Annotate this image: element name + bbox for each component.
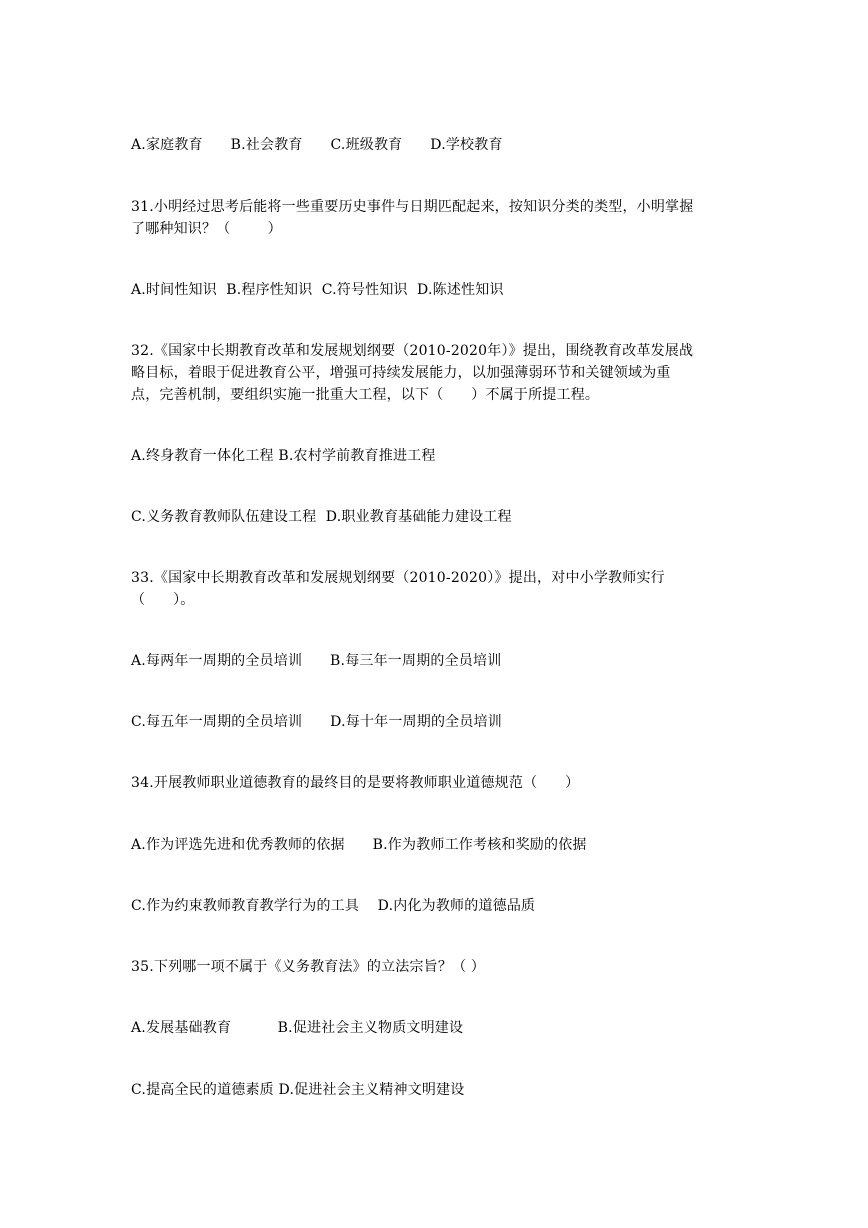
q32-stem-line3: 点，完善机制，要组织实施一批重大工程，以下（ ）不属于所提工程。 — [131, 387, 600, 403]
q33-options-ab: A.每两年一周期的全员培训 B.每三年一周期的全员培训 — [131, 653, 502, 669]
q32-stem-line2: 略目标，着眼于促进教育公平，增强可持续发展能力，以加强薄弱环节和关键领域为重 — [131, 365, 671, 381]
q35-options-ab: A.发展基础教育 B.促进社会主义物质文明建设 — [131, 1020, 464, 1036]
q32-options-ab: A.终身教育一体化工程 B.农村学前教育推进工程 — [131, 448, 436, 464]
q33-options-cd: C.每五年一周期的全员培训 D.每十年一周期的全员培训 — [131, 714, 502, 730]
q30-options: A.家庭教育 B.社会教育 C.班级教育 D.学校教育 — [131, 137, 503, 153]
q33-stem-line1: 33.《国家中长期教育改革和发展规划纲要（2010-2020）》提出，对中小学教师实行 — [131, 570, 665, 586]
q34-options-ab: A.作为评选先进和优秀教师的依据 B.作为教师工作考核和奖励的依据 — [131, 837, 587, 853]
q35-options-cd: C.提高全民的道德素质 D.促进社会主义精神文明建设 — [131, 1082, 465, 1098]
q33-stem-line2: （ ）。 — [131, 592, 195, 608]
q34-options-cd: C.作为约束教师教育教学行为的工具 D.内化为教师的道德品质 — [131, 898, 536, 914]
q32-stem-line1: 32.《国家中长期教育改革和发展规划纲要（2010-2020年）》提出，围绕教育改革发展战 — [131, 343, 694, 359]
q31-stem-line1: 31.小明经过思考后能将一些重要历史事件与日期匹配起来，按知识分类的类型，小明掌握 — [131, 199, 694, 215]
q35-stem: 35.下列哪一项不属于《义务教育法》的立法宗旨？（ ） — [131, 959, 486, 975]
q31-stem-line2: 了哪种知识？（ ） — [131, 221, 282, 237]
q32-options-cd: C.义务教育教师队伍建设工程 D.职业教育基础能力建设工程 — [131, 509, 512, 525]
q31-options: A.时间性知识 B.程序性知识 C.符号性知识 D.陈述性知识 — [131, 282, 504, 298]
q34-stem: 34.开展教师职业道德教育的最终目的是要将教师职业道德规范（ ） — [131, 775, 580, 791]
